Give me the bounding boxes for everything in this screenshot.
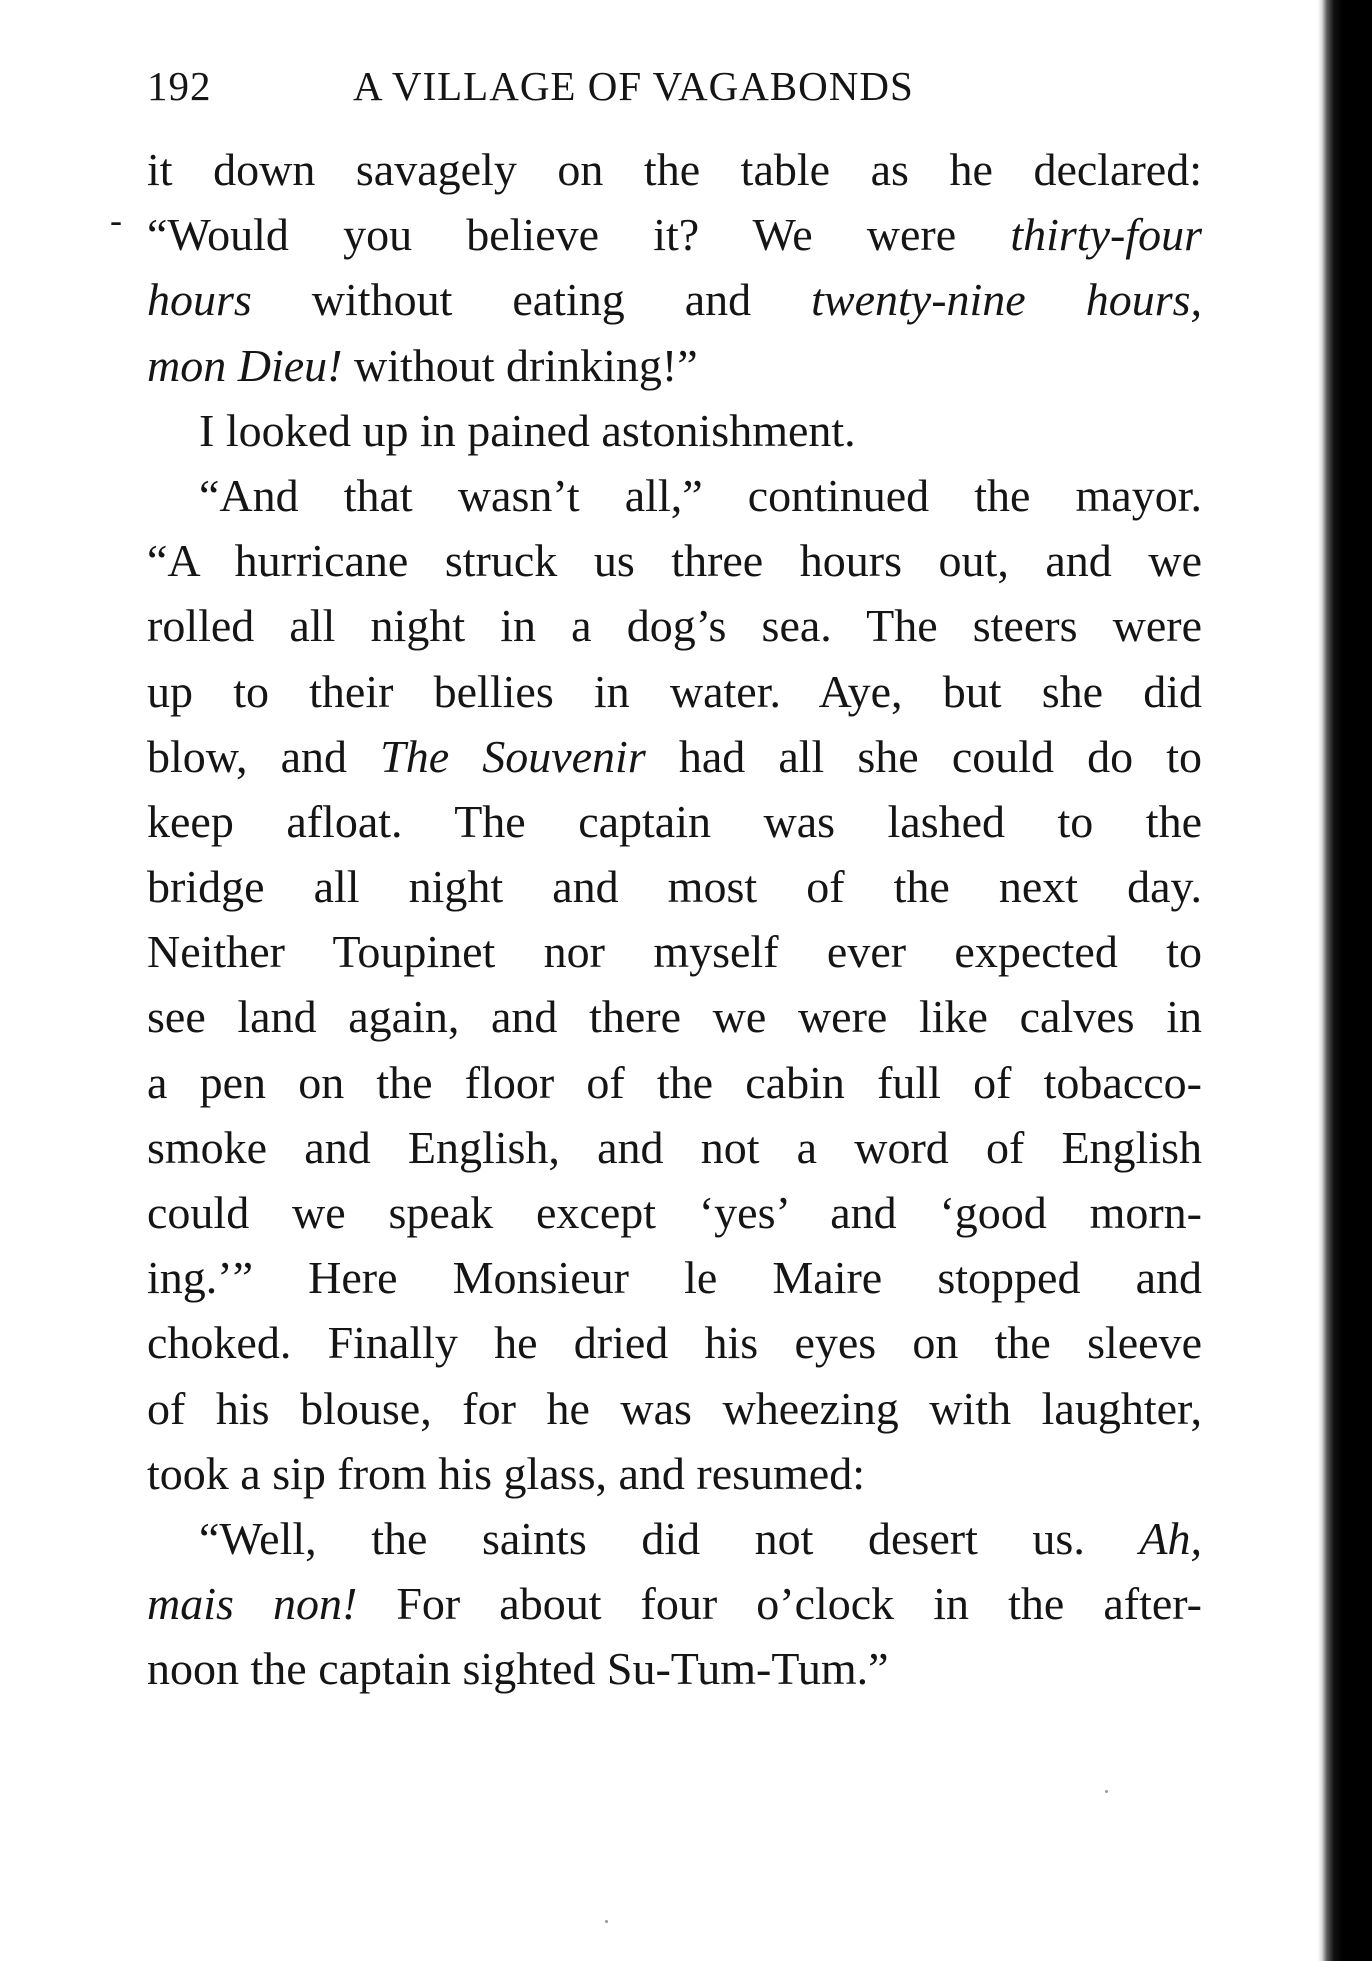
text-run: “And that wasn’t all,” continued the mayor.	[199, 469, 1202, 521]
text-run: “Would you believe it? We were	[147, 209, 1011, 261]
italic-text: mon Dieu!	[147, 339, 343, 391]
italic-text: thirty-four	[1010, 209, 1202, 261]
text-run: For about four o’clock in the after-	[357, 1578, 1202, 1630]
text-run: ing.’” Here Monsieur le Maire stopped and	[147, 1252, 1202, 1304]
text-line	[147, 1506, 1202, 1571]
text-run: without drinking!”	[342, 339, 698, 391]
text-line	[147, 1050, 1202, 1115]
text-run: “Well, the saints did not desert us.	[199, 1512, 1140, 1564]
body-text	[147, 137, 1202, 1702]
paper-speck	[1105, 1790, 1108, 1793]
text-line	[147, 724, 1202, 789]
text-run: had all she could do to	[645, 730, 1202, 782]
text-line	[147, 1441, 1202, 1506]
text-line	[147, 789, 1202, 854]
margin-mark: -	[110, 200, 122, 240]
text-line	[147, 137, 1202, 202]
text-line	[147, 593, 1202, 658]
text-line	[147, 1310, 1202, 1375]
binding-shadow	[1318, 0, 1372, 1961]
page-number: 192	[147, 63, 212, 109]
text-run: see land again, and there we were like calves in	[147, 991, 1202, 1043]
text-run: noon the captain sighted Su-Tum-Tum.”	[147, 1643, 889, 1695]
text-line	[147, 333, 1202, 398]
text-run: a pen on the floor of the cabin full of tobacco-	[147, 1056, 1202, 1108]
text-line	[147, 854, 1202, 919]
text-line	[147, 398, 1202, 463]
text-run: of his blouse, for he was wheezing with laughter,	[147, 1382, 1202, 1434]
text-run: it down savagely on the table as he declared:	[147, 144, 1202, 195]
text-run: could we speak except ‘yes’ and ‘good morn-	[147, 1187, 1202, 1238]
text-run: up to their bellies in water. Aye, but she did	[147, 665, 1202, 717]
paper-speck	[605, 1920, 608, 1923]
italic-text: The Souvenir	[380, 730, 646, 782]
text-run: smoke and English, and not a word of English	[147, 1121, 1202, 1173]
text-run: “A hurricane struck us three hours out, and we	[147, 535, 1202, 587]
text-run: rolled all night in a dog’s sea. The steers were	[147, 600, 1202, 652]
italic-text: twenty-nine hours,	[811, 274, 1203, 326]
italic-text: Ah,	[1139, 1512, 1202, 1564]
text-line	[147, 1571, 1202, 1636]
text-line	[147, 1636, 1202, 1701]
text-run: bridge all night and most of the next day.	[147, 861, 1202, 913]
running-head	[147, 62, 1202, 122]
text-run: without eating and	[251, 274, 812, 326]
text-line	[147, 1376, 1202, 1441]
text-line	[147, 919, 1202, 984]
text-run: took a sip from his glass, and resumed:	[147, 1447, 866, 1499]
text-run: blow, and	[147, 730, 381, 782]
italic-text: mais non!	[147, 1578, 358, 1630]
text-run: keep afloat. The captain was lashed to the	[147, 795, 1202, 847]
text-run: choked. Finally he dried his eyes on the sleeve	[147, 1317, 1202, 1369]
text-run: Neither Toupinet nor myself ever expected to	[147, 926, 1202, 978]
text-line	[147, 1115, 1202, 1180]
text-line	[147, 1245, 1202, 1310]
italic-text: hours	[147, 274, 252, 326]
text-line	[147, 202, 1202, 267]
text-line	[147, 659, 1202, 724]
text-line	[147, 267, 1202, 332]
text-run: I looked up in pained astonishment.	[199, 404, 856, 456]
text-line	[147, 1180, 1202, 1245]
text-line	[147, 463, 1202, 528]
text-line	[147, 984, 1202, 1049]
text-line	[147, 528, 1202, 593]
running-title: A VILLAGE OF VAGABONDS	[353, 63, 914, 109]
